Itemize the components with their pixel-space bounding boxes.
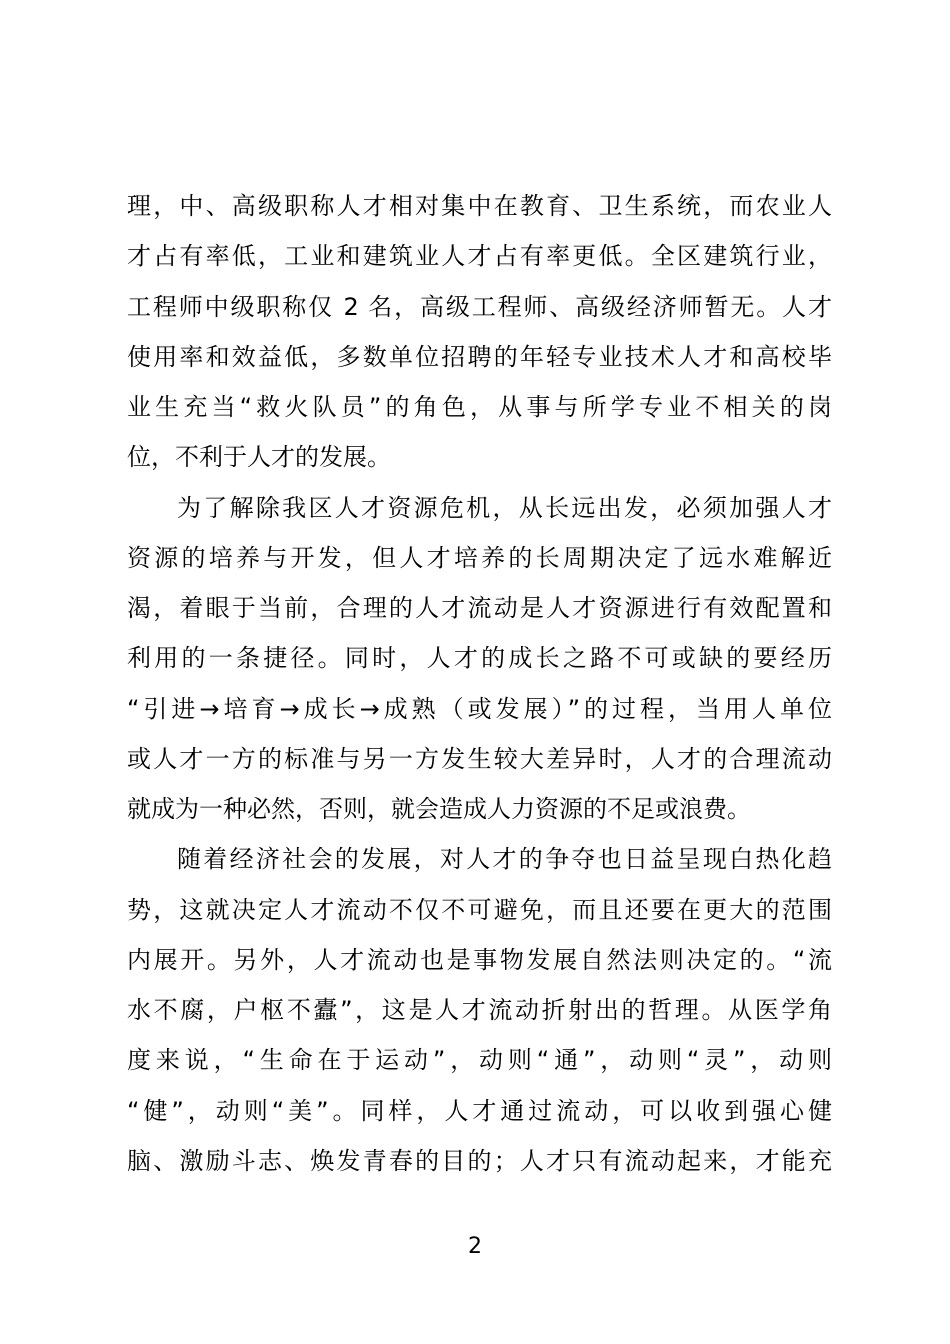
text-line: 使用率和效益低，多数单位招聘的年轻专业技术人才和高校毕: [127, 342, 832, 371]
text-line: 势，这就决定人才流动不仅不可避免，而且还要在更大的范围: [127, 895, 832, 924]
text-line: 就成为一种必然，否则，就会造成人力资源的不足或浪费。: [127, 795, 751, 823]
text-line: “引进→培育→成长→成熟（或发展）”的过程，当用人单位: [127, 694, 832, 723]
text-line: 利用的一条捷径。同时，人才的成长之路不可或缺的要经历: [127, 644, 832, 673]
text-line: 或人才一方的标准与另一方发生较大差异时，人才的合理流动: [127, 744, 832, 773]
paragraph-first-line: 随着经济社会的发展，对人才的争夺也日益呈现白热化趋: [177, 845, 832, 874]
text-line: 工程师中级职称仅 2 名，高级工程师、高级经济师暂无。人才: [127, 292, 832, 321]
text-line: 业生充当“救火队员”的角色，从事与所学专业不相关的岗: [127, 393, 832, 421]
text-line: 脑、激励斗志、焕发青春的目的；人才只有流动起来，才能充: [127, 1146, 832, 1175]
text-line: 理，中、高级职称人才相对集中在教育、卫生系统，而农业人: [127, 192, 832, 220]
text-line: 内展开。另外，人才流动也是事物发展自然法则决定的。“流: [127, 945, 832, 974]
body-text: [127, 181, 832, 1186]
text-line: 水不腐，户枢不蠹”，这是人才流动折射出的哲理。从医学角: [127, 996, 832, 1024]
text-line: 度来说，“生命在于运动”，动则“通”，动则“灵”，动则: [127, 1046, 832, 1075]
page-number: 2: [468, 1234, 482, 1259]
text-line: “健”，动则“美”。同样，人才通过流动，可以收到强心健: [127, 1096, 832, 1125]
text-line: 才占有率低，工业和建筑业人才占有率更低。全区建筑行业，: [127, 242, 832, 271]
paragraph-first-line: 为了解除我区人才资源危机，从长远出发，必须加强人才: [177, 493, 832, 522]
text-line: 资源的培养与开发，但人才培养的长周期决定了远水难解近: [127, 543, 832, 572]
text-line: 渴，着眼于当前，合理的人才流动是人才资源进行有效配置和: [127, 594, 832, 622]
text-line: 位，不利于人才的发展。: [127, 443, 391, 472]
